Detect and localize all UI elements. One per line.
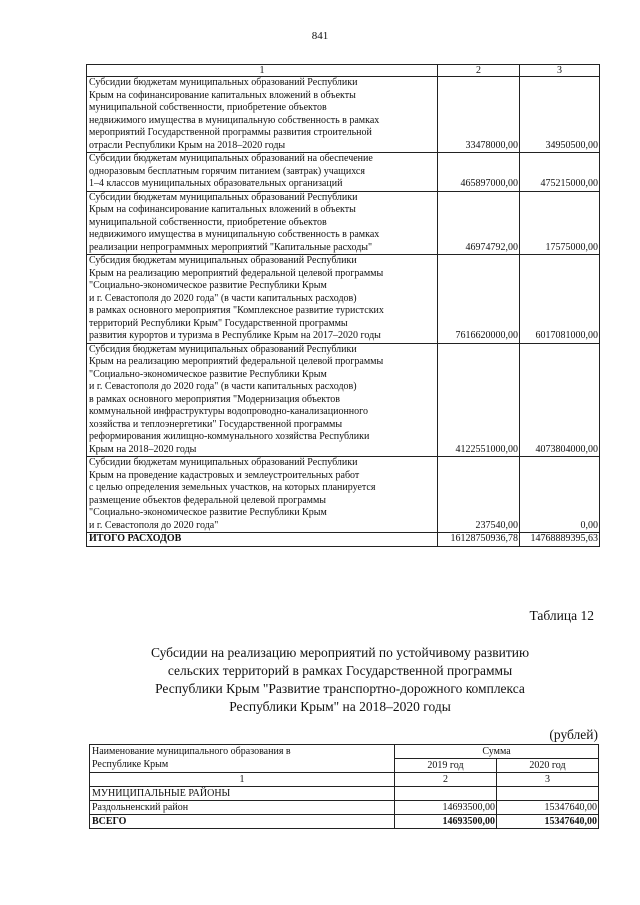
value-2020: 15347640,00 xyxy=(497,801,599,815)
row-description xyxy=(87,255,438,344)
header-row xyxy=(90,745,599,759)
empty-cell xyxy=(395,787,497,801)
name-header-line: Республике Крым xyxy=(92,759,169,770)
expenses-table-body xyxy=(87,77,600,533)
description-line: "Социально-экономическое развитие Республики Крым xyxy=(89,280,327,291)
row-description xyxy=(87,343,438,457)
description-line: "Социально-экономическое развитие Республики Крым xyxy=(89,368,327,380)
value-2019: 46974792,00 xyxy=(438,191,520,255)
title-line: Республики Крым "Развитие транспортно-дорожного комплекса xyxy=(155,681,525,696)
value-2020: 34950500,00 xyxy=(520,77,600,153)
description-line: Крым на 2018–2020 годы xyxy=(89,443,197,455)
section-label: МУНИЦИПАЛЬНЫЕ РАЙОНЫ xyxy=(90,787,395,801)
value-2019: 33478000,00 xyxy=(438,77,520,153)
description-line: Крым на софинансирование капитальных вложений в объекты xyxy=(89,204,356,215)
total-row xyxy=(87,533,600,547)
description-line: и г. Севастополя до 2020 года" (в части капитальных расходов) xyxy=(89,292,357,304)
description-line: реформирования жилищно-коммунального хозяйства Республики xyxy=(89,431,370,442)
district-name: Раздольненский район xyxy=(90,801,395,815)
column-number: 1 xyxy=(90,773,395,787)
title-line: Субсидии на реализацию мероприятий по устойчивому развитию xyxy=(150,645,530,660)
description-line: Субсидии бюджетам муниципальных образований Республики xyxy=(89,457,358,468)
description-line: Крым на реализацию мероприятий федеральной целевой программы xyxy=(89,267,384,279)
value-2020: 0,00 xyxy=(520,457,600,533)
description-line: территорий Республики Крым" Государственной программы xyxy=(89,317,348,329)
page-number: 841 xyxy=(311,30,329,42)
column-number-row xyxy=(90,773,599,787)
table-caption: Таблица 12 xyxy=(529,608,594,623)
empty-cell xyxy=(497,787,599,801)
description-line: коммунальной инфраструктуры водопроводно-канализационного xyxy=(89,406,369,417)
total-row xyxy=(90,815,599,829)
sum-header: Сумма xyxy=(395,745,599,759)
total-2020: 15347640,00 xyxy=(497,815,599,829)
expenses-table xyxy=(86,64,600,547)
column-number: 2 xyxy=(395,773,497,787)
column-number-row xyxy=(87,65,600,77)
total-label: ВСЕГО xyxy=(90,815,395,829)
description-line: и г. Севастополя до 2020 года" (в части капитальных расходов) xyxy=(89,381,357,392)
column-number: 3 xyxy=(497,773,599,787)
year-header-2019: 2019 год xyxy=(395,759,497,773)
description-line: недвижимого имущества в муниципальную собственность в рамках xyxy=(89,229,380,240)
description-line: размещение объектов федеральной целевой программы xyxy=(89,494,327,506)
description-line: Крым на софинансирование капитальных вложений в объекты xyxy=(89,89,356,101)
description-line: реализации непрограммных мероприятий "Капитальные расходы" xyxy=(89,241,373,253)
value-2020: 6017081000,00 xyxy=(520,255,600,344)
description-line: в рамках основного мероприятия "Комплексное развитие туристских xyxy=(89,305,384,316)
value-2019: 465897000,00 xyxy=(438,153,520,192)
description-line: хозяйства и теплоэнергетики" Государственной программы xyxy=(89,418,343,430)
row-description xyxy=(87,153,438,192)
table-row xyxy=(87,191,600,255)
table-row xyxy=(87,77,600,153)
table-row xyxy=(87,255,600,344)
description-line: 1–4 классов муниципальных образовательных организаций xyxy=(89,178,343,189)
table-row xyxy=(87,457,600,533)
column-number: 1 xyxy=(87,65,438,77)
description-line: Субсидии бюджетам муниципальных образований Республики xyxy=(89,77,358,88)
table-row xyxy=(87,343,600,457)
column-number: 3 xyxy=(520,65,600,77)
title-line: Республики Крым" на 2018–2020 годы xyxy=(229,699,451,714)
column-number: 2 xyxy=(438,65,520,77)
description-line: недвижимого имущества в муниципальную собственность в рамках xyxy=(89,114,380,126)
row-description xyxy=(87,77,438,153)
table-title xyxy=(90,644,590,716)
value-2020: 475215000,00 xyxy=(520,153,600,192)
year-header-2020: 2020 год xyxy=(497,759,599,773)
description-line: муниципальной собственности, приобретение объектов xyxy=(89,216,327,228)
title-line: сельских территорий в рамках Государственной программы xyxy=(167,663,513,678)
description-line: Крым на реализацию мероприятий федеральной целевой программы xyxy=(89,356,384,367)
total-2020: 14768889395,63 xyxy=(520,533,600,547)
description-line: муниципальной собственности, приобретение объектов xyxy=(89,102,327,113)
total-label: ИТОГО РАСХОДОВ xyxy=(87,533,438,547)
table-row xyxy=(87,153,600,192)
value-2019: 237540,00 xyxy=(438,457,520,533)
description-line: отрасли Республики Крым на 2018–2020 годы xyxy=(89,139,286,151)
value-2019: 4122551000,00 xyxy=(438,343,520,457)
subsidy-table xyxy=(89,744,599,829)
description-line: и г. Севастополя до 2020 года" xyxy=(89,519,219,531)
description-line: Субсидия бюджетам муниципальных образований Республики xyxy=(89,255,357,266)
name-header xyxy=(90,745,395,773)
value-2020: 17575000,00 xyxy=(520,191,600,255)
section-row xyxy=(90,787,599,801)
value-2019: 14693500,00 xyxy=(395,801,497,815)
total-2019: 14693500,00 xyxy=(395,815,497,829)
name-header-line: Наименование муниципального образования в xyxy=(92,746,291,757)
description-line: Крым на проведение кадастровых и землеустроительных работ xyxy=(89,469,360,481)
value-2019: 7616620000,00 xyxy=(438,255,520,344)
description-line: "Социально-экономическое развитие Республики Крым xyxy=(89,507,327,518)
description-line: развития курортов и туризма в Республике Крым на 2017–2020 годы xyxy=(89,330,381,341)
total-2019: 16128750936,78 xyxy=(438,533,520,547)
value-2020: 4073804000,00 xyxy=(520,343,600,457)
description-line: одноразовым бесплатным горячим питанием (завтрак) учащихся xyxy=(89,165,365,177)
row-description xyxy=(87,191,438,255)
description-line: с целью определения земельных участков, на которых планируется xyxy=(89,482,376,493)
table-row xyxy=(90,801,599,815)
description-line: Субсидии бюджетам муниципальных образований на обеспечение xyxy=(89,153,373,164)
description-line: в рамках основного мероприятия "Модернизация объектов xyxy=(89,393,340,405)
description-line: Субсидии бюджетам муниципальных образований Республики xyxy=(89,191,358,203)
row-description xyxy=(87,457,438,533)
unit-label: (рублей) xyxy=(549,727,598,742)
description-line: Субсидия бюджетам муниципальных образований Республики xyxy=(89,343,357,355)
description-line: мероприятий Государственной программы развития строительной xyxy=(89,127,372,138)
